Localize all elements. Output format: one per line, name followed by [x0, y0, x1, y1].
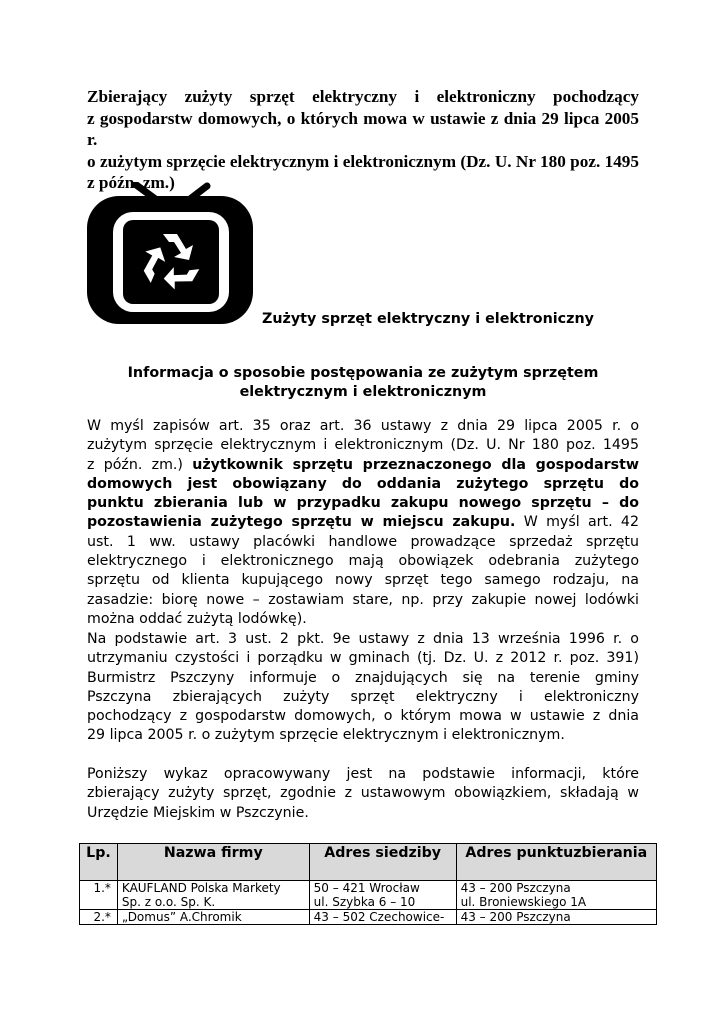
paragraph-line: Urzędzie Miejskim w Pszczynie. — [87, 804, 309, 821]
cell-line: ul. Broniewskiego 1A — [460, 895, 587, 909]
collection-points-table — [79, 843, 657, 925]
cell-collection-point — [456, 910, 656, 925]
text-run: z późn. zm.) — [87, 456, 193, 473]
paragraph-line: pochodzący z gospodarstw domowych, o którym mowa w ustawie z dnia — [87, 708, 639, 725]
paragraph-line — [87, 494, 639, 513]
paragraph-line: Pszczyna zbierających zużyty sprzęt elektryczny i elektroniczny — [87, 688, 639, 705]
column-header-seat: Adres siedziby — [309, 844, 456, 881]
cell-lp: 1.* — [80, 881, 118, 910]
header-text-line: zbierania — [573, 845, 648, 861]
header-text-line: Adres punktu — [465, 845, 574, 861]
cell-line: „Domus” A.Chromik — [121, 910, 242, 924]
info-heading-line: Informacja o sposobie postępowania ze zużytym sprzętem — [127, 365, 599, 381]
paragraph-line: utrzymaniu czystości i porządku w gminach (tj. Dz. U. z 2012 r. poz. 391) — [87, 650, 639, 667]
column-header-lp: Lp. — [80, 844, 118, 881]
cell-seat — [309, 910, 456, 925]
paragraph-mayor-information — [87, 630, 639, 746]
cell-firm — [117, 881, 309, 910]
column-header-collection-point — [456, 844, 656, 881]
paragraph-line: W myśl zapisów art. 35 oraz art. 36 ustawy z dnia 29 lipca 2005 r. o — [87, 418, 639, 434]
paragraph-line: można oddać zużytą lodówkę). — [87, 610, 307, 627]
paragraph-line: Poniższy wykaz opracowywany jest na podstawie informacji, które — [87, 766, 639, 782]
cell-line: 43 – 200 Pszczyna — [460, 881, 571, 895]
paragraph-line — [87, 456, 639, 475]
table-row — [80, 881, 657, 910]
paragraph-line — [87, 513, 639, 532]
cell-line: 43 – 502 Czechowice- — [313, 910, 445, 924]
cell-lp: 2.* — [80, 910, 118, 925]
cell-line: 50 – 421 Wrocław — [313, 881, 420, 895]
table-header-row — [80, 844, 657, 881]
header-line: z późn. zm.) — [87, 173, 175, 192]
bold-text-run: użytkownik sprzętu przeznaczonego dla gospodarstw — [192, 456, 639, 473]
header-line: Zbierający zużyty sprzęt elektryczny i elektroniczny pochodzący — [87, 87, 639, 106]
paragraph-line: elektrycznego i elektronicznego mają obowiązek odebrania zużytego — [87, 553, 639, 570]
cell-line: 43 – 200 Pszczyna — [460, 910, 571, 924]
paragraph-legal-obligation — [87, 417, 639, 629]
table-row — [80, 910, 657, 925]
info-heading — [87, 364, 639, 401]
header-line: o zużytym sprzęcie elektrycznym i elektronicznym (Dz. U. Nr 180 poz. 1495 — [87, 151, 639, 171]
tv-recycle-icon — [85, 182, 255, 327]
section-title: Zużyty sprzęt elektryczny i elektroniczny — [262, 311, 594, 327]
bold-text-run: punktu zbierania lub w przypadku zakupu nowego sprzętu – do — [87, 495, 639, 512]
paragraph-line: ust. 1 ww. ustawy placówki handlowe prowadzące sprzedaż sprzętu — [87, 533, 639, 550]
cell-line: ul. Szybka 6 – 10 — [313, 895, 416, 909]
paragraph-line: zasadzie: biorę nowe – zostawiam stare, np. przy zakupie nowej lodówki — [87, 591, 639, 608]
document-header — [87, 86, 639, 194]
bold-text-run: pozostawienia zużytego sprzętu w miejscu zakupu. — [87, 514, 516, 531]
cell-collection-point — [456, 881, 656, 910]
column-header-firm: Nazwa firmy — [117, 844, 309, 881]
paragraph-line: Na podstawie art. 3 ust. 2 pkt. 9e ustawy z dnia 13 września 1996 r. o — [87, 631, 639, 647]
info-heading-line: elektrycznym i elektronicznym — [239, 383, 487, 400]
cell-line: KAUFLAND Polska Markety — [121, 881, 281, 895]
paragraph-line: zbierający zużyty sprzęt, zgodnie z ustawowym obowiązkiem, składają w — [87, 785, 639, 802]
header-line: z gospodarstw domowych, o których mowa w ustawie z dnia 29 lipca 2005 r. — [87, 108, 639, 149]
paragraph-list-basis — [87, 765, 639, 823]
bold-text-run: domowych jest obowiązany do oddania zużytego sprzętu do — [87, 475, 639, 492]
paragraph-line: Burmistrz Pszczyny informuje o znajdujących się na terenie gminy — [87, 669, 639, 686]
cell-firm — [117, 910, 309, 925]
cell-seat — [309, 881, 456, 910]
text-run: W myśl art. 42 — [515, 514, 639, 531]
paragraph-line: sprzętu od klienta kupującego nowy sprzęt tego samego rodzaju, na — [87, 572, 639, 589]
cell-line: Sp. z o.o. Sp. K. — [121, 895, 216, 909]
paragraph-line: 29 lipca 2005 r. o zużytym sprzęcie elektrycznym i elektronicznym. — [87, 727, 565, 744]
paragraph-line: zużytym sprzęcie elektrycznym i elektronicznym (Dz. U. Nr 180 poz. 1495 — [87, 437, 639, 454]
paragraph-line — [87, 475, 639, 494]
